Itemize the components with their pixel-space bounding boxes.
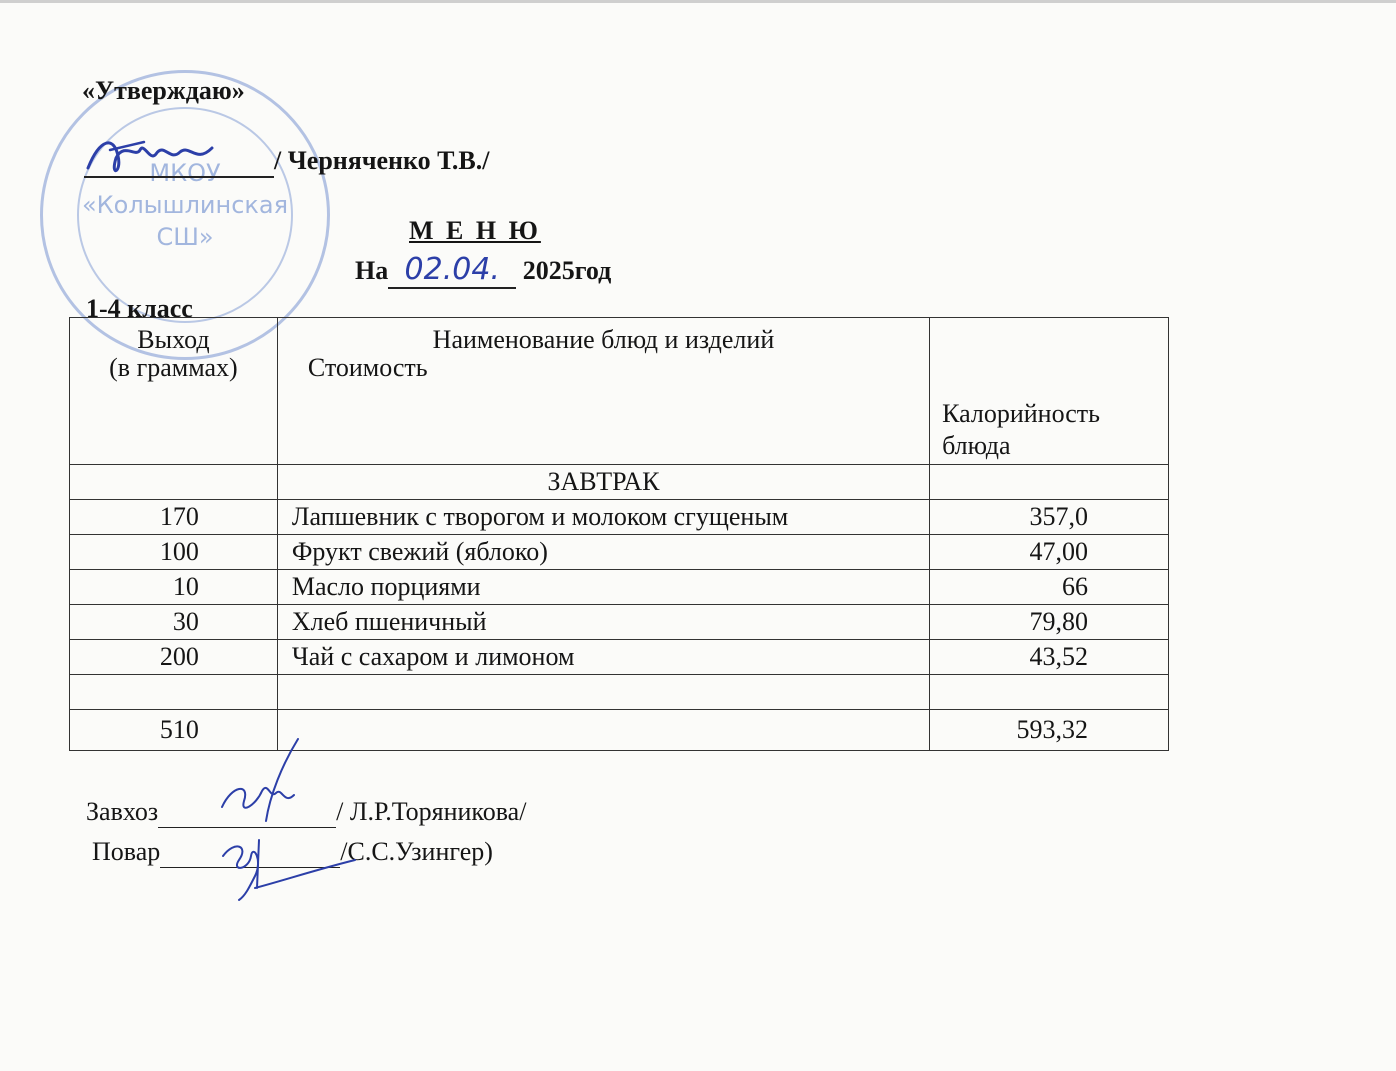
- row-weight: 200: [70, 640, 278, 675]
- row-calories: 357,0: [930, 500, 1169, 535]
- section-title: ЗАВТРАК: [277, 465, 929, 500]
- cook-name: /С.С.Узингер): [340, 837, 493, 866]
- menu-table: [69, 317, 1169, 751]
- header-calories: [930, 318, 1169, 465]
- header-dish-name: Наименование блюд и изделий: [432, 325, 775, 354]
- header-price: Стоимость: [307, 353, 428, 382]
- storekeeper-name: / Л.Р.Торяникова/: [336, 797, 527, 826]
- storekeeper-signature-line: [86, 797, 526, 828]
- header-weight-line-2: (в граммах): [109, 353, 238, 382]
- row-calories: 43,52: [930, 640, 1169, 675]
- table-row: [70, 605, 1169, 640]
- storekeeper-label: Завхоз: [86, 797, 159, 826]
- cook-label: Повар: [92, 837, 161, 866]
- director-signature-line: [84, 146, 489, 178]
- empty-cell: [277, 675, 929, 710]
- scan-top-edge: [0, 0, 1396, 3]
- row-dish: Фрукт свежий (яблоко): [277, 535, 929, 570]
- empty-cell: [70, 675, 278, 710]
- total-calories: 593,32: [930, 710, 1169, 751]
- total-empty-cell: [277, 710, 929, 751]
- date-year: 2025год: [522, 256, 612, 285]
- storekeeper-signature-blank: [158, 797, 336, 828]
- row-dish: Хлеб пшеничный: [277, 605, 929, 640]
- row-calories: 47,00: [930, 535, 1169, 570]
- table-header-row: [70, 318, 1169, 465]
- section-empty-cell: [930, 465, 1169, 500]
- header-name: [277, 318, 929, 465]
- row-dish: Чай с сахаром и лимоном: [277, 640, 929, 675]
- header-weight: [70, 318, 278, 465]
- header-calories-line-2: блюда: [942, 431, 1011, 460]
- section-empty-cell: [70, 465, 278, 500]
- table-total-row: [70, 710, 1169, 751]
- header-calories-line-1: Калорийность: [942, 399, 1100, 428]
- row-weight: 10: [70, 570, 278, 605]
- table-row: [70, 500, 1169, 535]
- row-weight: 170: [70, 500, 278, 535]
- row-calories: 79,80: [930, 605, 1169, 640]
- director-name: / Черняченко Т.В./: [274, 146, 490, 175]
- stamp-line-1: МКОУ: [149, 159, 221, 187]
- stamp-line-2: «Колышлинская: [81, 191, 289, 219]
- table-row: [70, 640, 1169, 675]
- row-weight: 100: [70, 535, 278, 570]
- cook-signature-line: [92, 837, 493, 868]
- table-empty-row: [70, 675, 1169, 710]
- date-prefix: На: [355, 256, 389, 285]
- total-weight: 510: [70, 710, 278, 751]
- menu-title: М Е Н Ю: [409, 216, 541, 245]
- menu-date: [355, 252, 611, 289]
- table-row: [70, 535, 1169, 570]
- row-dish: Масло порциями: [277, 570, 929, 605]
- header-weight-line-1: Выход: [137, 325, 210, 354]
- grade-label: 1-4 класс: [86, 294, 193, 323]
- approval-label: «Утверждаю»: [82, 76, 245, 105]
- director-signature-blank: [84, 146, 274, 178]
- row-dish: Лапшевник с творогом и молоком сгущеным: [277, 500, 929, 535]
- row-weight: 30: [70, 605, 278, 640]
- row-calories: 66: [930, 570, 1169, 605]
- stamp-line-3: СШ»: [156, 223, 214, 251]
- section-row: [70, 465, 1169, 500]
- cook-signature-blank: [160, 837, 340, 868]
- empty-cell: [930, 675, 1169, 710]
- table-row: [70, 570, 1169, 605]
- date-handwritten: 02.04.: [388, 252, 516, 289]
